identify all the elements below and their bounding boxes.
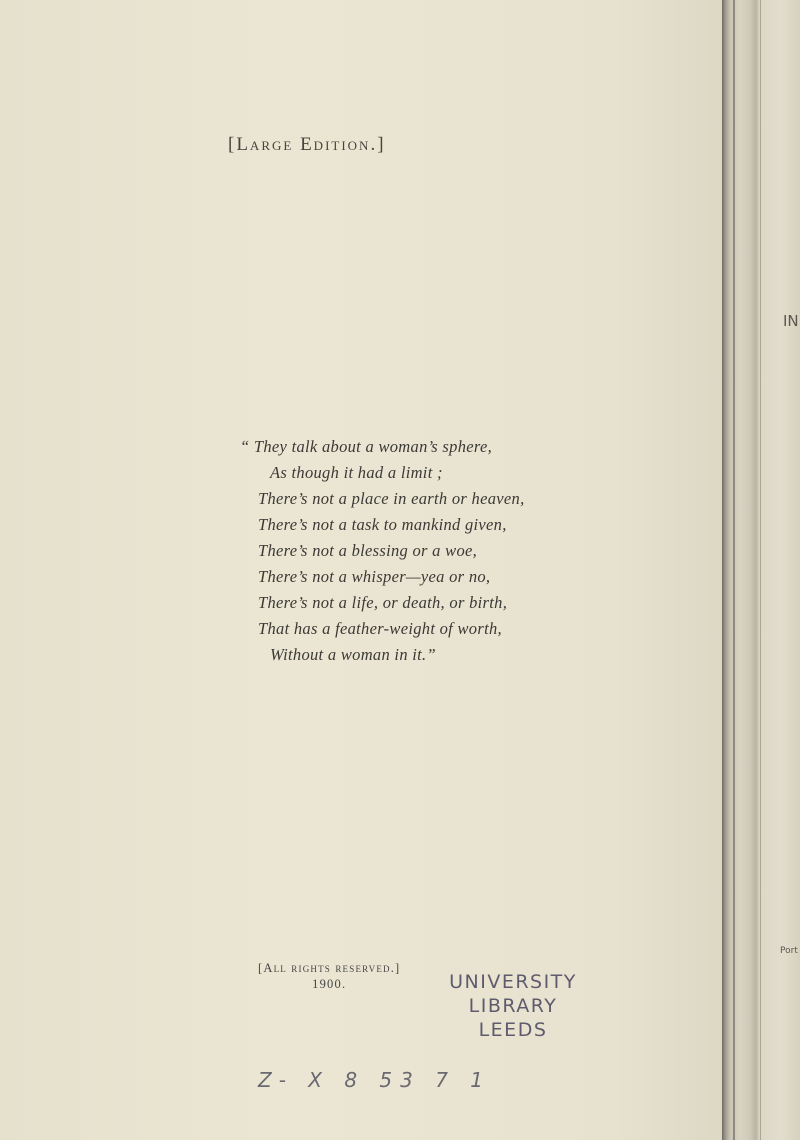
poem-line: That has a feather-weight of worth, <box>258 619 502 638</box>
handwritten-shelfmark: Z- X 8 53 7 1 <box>258 1068 492 1092</box>
binding-fold-line <box>760 0 761 1140</box>
stamp-line-library: LIBRARY <box>468 995 558 1017</box>
edge-fragment-mid: Port <box>780 946 798 956</box>
poem-line: There’s not a task to mankind given, <box>258 515 507 534</box>
binding-shadow-line <box>733 0 735 1140</box>
rights-notice <box>258 960 400 992</box>
poem-line: There’s not a whisper—yea or no, <box>258 567 491 586</box>
rights-reserved-text: [All rights reserved.] <box>258 961 401 975</box>
publication-year: 1900. <box>312 977 347 991</box>
poem-line: “ They talk about a woman’s sphere, <box>240 437 493 456</box>
poem-line: There’s not a place in earth or heaven, <box>258 489 525 508</box>
poem-line: Without a woman in it.” <box>270 645 436 664</box>
edge-fragment-top: IN <box>783 312 799 330</box>
stamp-line-leeds: LEEDS <box>478 1019 548 1041</box>
library-stamp <box>438 970 588 1042</box>
poem-line: There’s not a life, or death, or birth, <box>258 593 508 612</box>
poem-line: As though it had a limit ; <box>270 463 443 482</box>
epigraph-poem <box>240 434 700 668</box>
edition-heading: [Large Edition.] <box>228 134 386 155</box>
poem-line: There’s not a blessing or a woe, <box>258 541 478 560</box>
stamp-line-university: UNIVERSITY <box>449 971 577 993</box>
